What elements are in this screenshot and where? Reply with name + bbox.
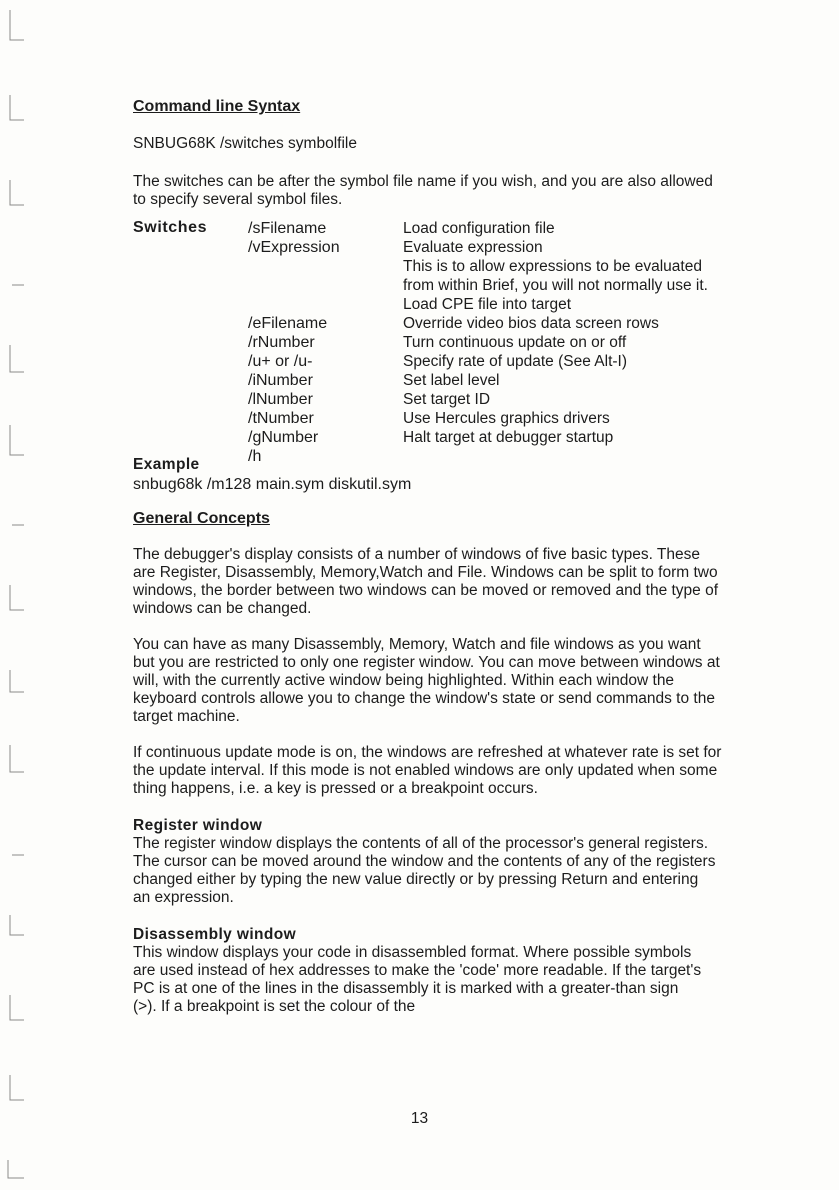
switch-flag: /iNumber [248, 372, 313, 389]
disassembly-window-paragraph: This window displays your code in disassembled format. Where possible symbols are used instead of hex addresses to make the 'code' more readable. If the target's PC is at one of the lines in the disassembly it is marked with a greater-than sign (>). If a breakpoint is set the colour of the [133, 944, 702, 1015]
syntax-line: SNBUG68K /switches symbolfile [133, 135, 357, 152]
switch-flag: /sFilename [248, 220, 327, 237]
switch-flag: /rNumber [248, 334, 315, 351]
switches-paragraph: The switches can be after the symbol file name if you wish, and you are also allowed to specify several symbol files. [133, 173, 713, 208]
page-number: 13 [410, 1110, 429, 1127]
switch-flag: /vExpression [248, 239, 340, 256]
binding-marks [0, 0, 40, 1190]
switch-spacer [248, 257, 340, 314]
switch-flag: /gNumber [248, 429, 319, 446]
switch-desc: Use Hercules graphics drivers [403, 410, 610, 427]
switch-flag: /eFilename [248, 315, 328, 332]
switch-descriptions [403, 219, 733, 447]
example-line: snbug68k /m128 main.sym diskutil.sym [133, 476, 412, 493]
register-window-paragraph: The register window displays the contents of all of the processor's general registers. The cursor can be moved around the window and the contents of any of the registers changed either by typing the new value directly or by pressing Return and entering an expression. [133, 835, 716, 906]
switch-desc-extra: This is to allow expressions to be evaluated from within Brief, you will not normally use it. [403, 258, 708, 294]
example-heading: Example [133, 456, 200, 473]
switch-flag: /lNumber [248, 391, 313, 408]
switch-desc: Halt target at debugger startup [403, 429, 614, 446]
heading-command-line-syntax: Command line Syntax [133, 98, 301, 115]
manual-page [133, 98, 733, 1016]
switch-flag: /u+ or /u- [248, 353, 313, 370]
concepts-paragraph-2: You can have as many Disassembly, Memory, Watch and file windows as you want but you are restricted to only one register window. You can move between windows at will, with the currently active window being highlighted. Within each window the keyboard controls allowe you to change the window's state or send commands to the target machine. [133, 636, 720, 725]
switch-flag: /tNumber [248, 410, 314, 427]
switch-desc: Evaluate expression [403, 239, 543, 256]
switch-flag: /h [248, 448, 262, 465]
switch-desc: Load CPE file into target [403, 296, 572, 313]
switch-desc: Load configuration file [403, 220, 555, 237]
heading-general-concepts: General Concepts [133, 510, 270, 527]
concepts-paragraph-1: The debugger's display consists of a number of windows of five basic types. These are Register, Disassembly, Memory,Watch and File. Windows can be split to form two windows, the border between two windows can be moved or removed and the type of windows can be changed. [133, 546, 719, 617]
switch-desc: Specify rate of update (See Alt-I) [403, 353, 628, 370]
switches-label: Switches [133, 219, 208, 236]
switch-desc: Override video bios data screen rows [403, 315, 659, 332]
switch-desc: Set label level [403, 372, 500, 389]
switch-desc: Turn continuous update on or off [403, 334, 627, 351]
switch-desc: Set target ID [403, 391, 491, 408]
disassembly-window-heading: Disassembly window [133, 926, 297, 943]
concepts-paragraph-3: If continuous update mode is on, the windows are refreshed at whatever rate is set for the update interval. If this mode is not enabled windows are only updated when some thing happens, i.e. a key is pressed or a breakpoint occurs. [133, 744, 722, 797]
switch-flags [248, 219, 340, 466]
register-window-heading: Register window [133, 817, 263, 834]
